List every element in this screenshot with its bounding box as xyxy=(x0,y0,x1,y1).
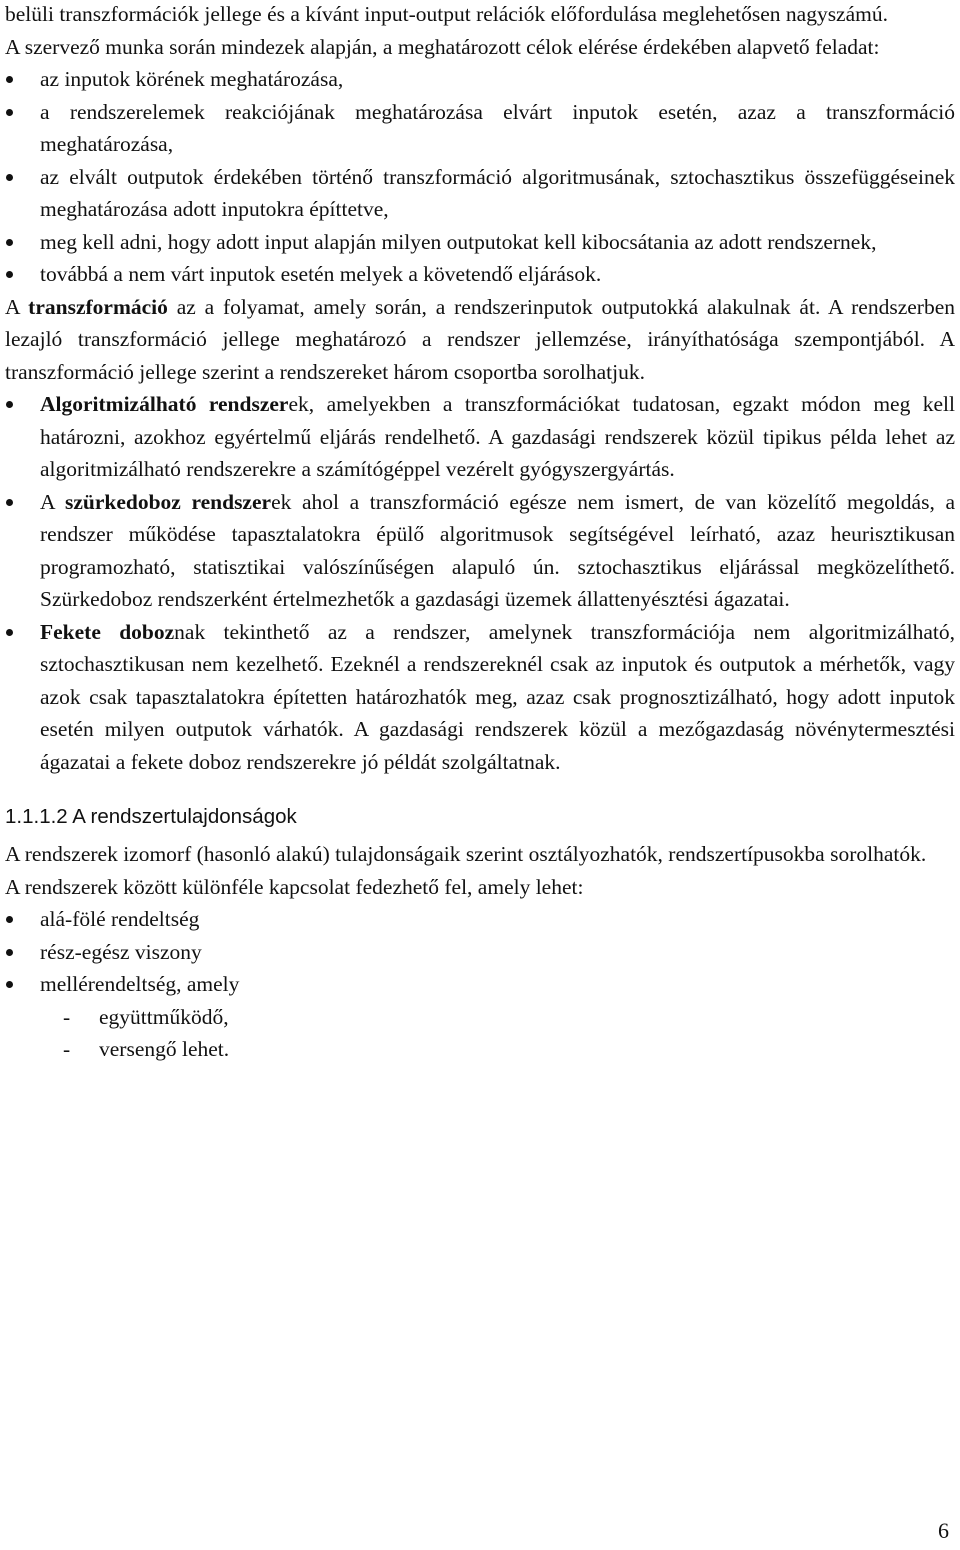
task-list xyxy=(5,63,955,291)
section-heading: 1.1.1.2 A rendszertulajdonságok xyxy=(5,805,297,828)
task-item: továbbá a nem várt inputok esetén melyek a követendő eljárások. xyxy=(5,258,955,291)
text-run: A xyxy=(5,294,29,319)
text-run: A xyxy=(40,489,65,514)
relation-item: alá-fölé rendeltség xyxy=(5,903,955,936)
organizing-intro-paragraph: A szervező munka során mindezek alapján, a meghatározott célok elérése érdekében alapvető feladat: xyxy=(5,34,880,59)
task-item: az elvált outputok érdekében történő transzformáció algoritmusának, sztochasztikus összefüggéseinek meghatározása adott inputokra építtetve, xyxy=(5,161,955,226)
bold-term: transzformáció xyxy=(28,294,168,319)
text-run: nak tekinthető az a rendszer, amelynek transzformációja nem algoritmizálható, sztochasztikusan nem kezelhető. Ezeknél a rendszereknél csak az inputok és outputok a mérhetők, vagy azok csak tapasztalatokra építetten határozhatók meg, azaz csak prognosztizálható, hogy adott inputok esetén milyen outputok várhatók. A gazdasági rendszerek közül a mezőgazdaság növénytermesztési ágazatai a fekete doboz rendszerekre jó példát szolgáltatnak. xyxy=(40,619,955,774)
relation-item: mellérendeltség, amely xyxy=(5,968,955,1001)
subrelation-item: - versengő lehet. xyxy=(61,1033,955,1066)
text-run: ek, amelyekben a transzformációkat tudatosan, egzakt módon meg kell határozni, azokhoz egyértelmű eljárás rendelhető. A gazdasági rendszerek közül tipikus példa lehet az algoritmizálható rendszerekre a számítógéppel vezérelt gyógyszergyártás. xyxy=(40,392,955,481)
page-number: 6 xyxy=(938,1518,949,1543)
system-type-item xyxy=(5,616,955,779)
subrelation-list xyxy=(5,1001,955,1066)
intro-continuation-paragraph: belüli transzformációk jellege és a kívánt input-output relációk előfordulása meglehetősen nagyszámú. xyxy=(5,2,888,26)
text-run: az a folyamat, amely során, a rendszerinputok outputokká alakulnak át. A rendszerben lezajló transzformáció jellege meghatározó a rendszer jellemzése, irányíthatósága szempontjából. A transzformáció jellege szerint a rendszereket három csoportba sorolhatjuk. xyxy=(5,294,955,384)
task-item: az inputok körének meghatározása, xyxy=(5,63,955,96)
relation-item: rész-egész viszony xyxy=(5,936,955,969)
system-type-item xyxy=(5,388,955,486)
relation-list xyxy=(5,903,955,1001)
transformation-definition-paragraph xyxy=(5,291,955,389)
page-content xyxy=(5,0,955,1066)
section-paragraph: A rendszerek izomorf (hasonló alakú) tulajdonságaik szerint osztályozhatók, rendszertípusokba sorolhatók. xyxy=(5,842,927,866)
bold-term: szürkedoboz rendszer xyxy=(64,489,272,514)
task-item: a rendszerelemek reakciójának meghatározása elvárt inputok esetén, azaz a transzformáció meghatározása, xyxy=(5,96,955,161)
bold-term: Fekete doboz xyxy=(40,619,175,644)
subrelation-item: - együttműködő, xyxy=(61,1001,955,1034)
text-run: ek ahol a transzformáció egésze nem ismert, de van közelítő megoldás, a rendszer működése tapasztalatokra épülő algoritmusok segítségével leírható, azaz heurisztikusan programozható, statisztikai valószínűségen alapuló ún. sztochasztikus eljárással megközelíthető. Szürkedoboz rendszerként értelmezhetők a gazdasági üzemek állattenyésztési ágazatai. xyxy=(40,489,955,611)
system-type-item xyxy=(5,486,955,616)
task-item: meg kell adni, hogy adott input alapján milyen outputokat kell kibocsátania az adott rendszernek, xyxy=(5,226,955,259)
system-type-list xyxy=(5,388,955,778)
section-paragraph: A rendszerek között különféle kapcsolat fedezhető fel, amely lehet: xyxy=(5,874,584,899)
bold-term: Algoritmizálható rendszer xyxy=(40,392,289,416)
